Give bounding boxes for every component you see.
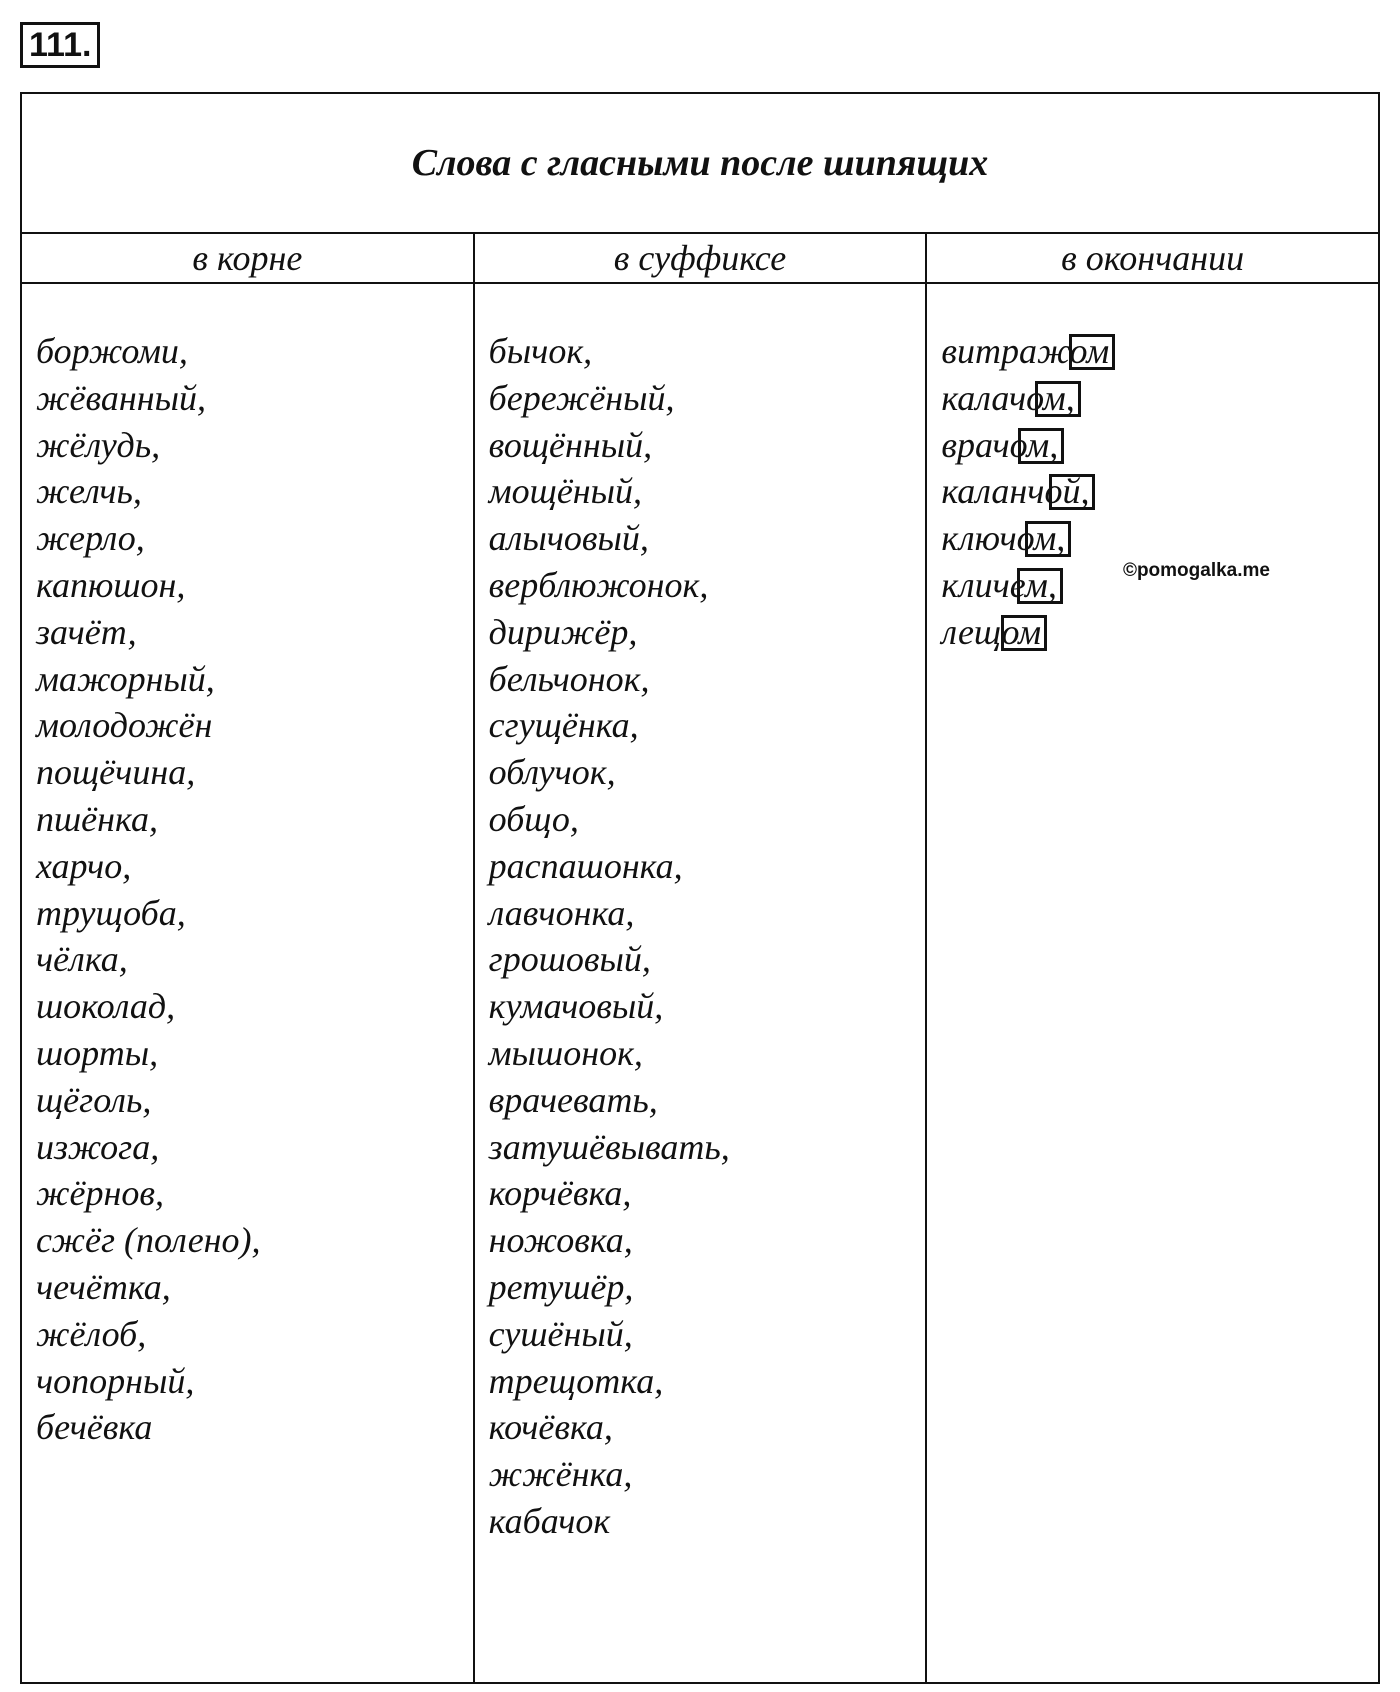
word-item: [489, 422, 926, 469]
word-text: лавчонка,: [488, 892, 635, 933]
word-text: кочёвка,: [488, 1407, 613, 1448]
word-item: [36, 422, 473, 469]
word-item: [489, 515, 926, 562]
word-text: затушёвывать,: [488, 1126, 730, 1167]
header-ending: в окончании: [925, 234, 1378, 282]
root-word-list: [36, 328, 473, 1451]
word-item: [489, 749, 926, 796]
words-table: [20, 92, 1380, 1684]
word-text: пшёнка,: [36, 798, 158, 839]
word-item: [36, 468, 473, 515]
word-item: [36, 1217, 473, 1264]
word-text: кабачок: [488, 1500, 611, 1541]
word-item: [489, 1451, 926, 1498]
column-ending: [925, 284, 1378, 1682]
column-suffix: [473, 284, 926, 1682]
word-text: калачом,: [941, 375, 1074, 422]
word-text: жжёнка,: [488, 1454, 633, 1495]
word-item: [489, 1124, 926, 1171]
word-item: [489, 936, 926, 983]
word-item: [941, 515, 1378, 562]
word-item: [489, 1077, 926, 1124]
word-text: сушёный,: [488, 1313, 633, 1354]
word-item: [36, 656, 473, 703]
word-text: мышонок,: [488, 1032, 643, 1073]
word-item: [489, 1498, 926, 1545]
table-title: Слова с гласными после шипящих: [22, 94, 1378, 234]
word-item: [36, 1170, 473, 1217]
word-item: [36, 515, 473, 562]
word-text: изжога,: [36, 1126, 160, 1167]
suffix-word-list: [489, 328, 926, 1545]
word-text: жёванный,: [36, 377, 206, 418]
word-text: мощёный,: [488, 471, 643, 512]
word-text: витражом: [941, 328, 1109, 375]
word-text: боржоми,: [36, 331, 188, 371]
word-item: [489, 890, 926, 937]
word-text: шорты,: [36, 1032, 159, 1073]
word-text: лещом: [941, 609, 1041, 656]
word-item: [489, 843, 926, 890]
word-item: [36, 1358, 473, 1405]
word-text: ключом,: [941, 515, 1065, 562]
word-item: [941, 328, 1378, 375]
word-text: чопорный,: [36, 1360, 195, 1401]
word-text: бечёвка: [36, 1407, 153, 1448]
word-text: верблюжонок,: [488, 564, 709, 605]
word-item: [489, 983, 926, 1030]
word-item: [489, 796, 926, 843]
word-text: харчо,: [36, 845, 132, 886]
word-text: распашонка,: [488, 845, 683, 886]
word-item: [36, 609, 473, 656]
word-text: капюшон,: [36, 564, 186, 605]
word-item: [941, 609, 1378, 656]
word-text: жерло,: [36, 518, 145, 559]
word-text: чёлка,: [36, 939, 128, 980]
word-item: [941, 422, 1378, 469]
word-item: [489, 1311, 926, 1358]
word-item: [36, 328, 473, 375]
word-item: [36, 1264, 473, 1311]
word-item: [489, 609, 926, 656]
word-item: [36, 375, 473, 422]
word-text: кличем,: [941, 562, 1057, 609]
word-item: [36, 749, 473, 796]
watermark: ©pomogalka.me: [1122, 560, 1270, 581]
word-text: шоколад,: [36, 986, 176, 1027]
word-text: пощёчина,: [36, 752, 196, 793]
word-item: [36, 1404, 473, 1451]
ending-word-list: [941, 328, 1378, 656]
word-text: дирижёр,: [488, 611, 638, 652]
word-item: [36, 1077, 473, 1124]
word-text: трещотка,: [488, 1360, 664, 1401]
column-root: [22, 284, 473, 1682]
word-text: жёрнов,: [36, 1173, 164, 1214]
body-row: [22, 284, 1378, 1682]
word-text: алычовый,: [488, 518, 649, 559]
word-text: жёлудь,: [36, 424, 161, 465]
word-text: щёголь,: [36, 1079, 152, 1120]
word-text: мажорный,: [36, 658, 215, 699]
word-text: зачёт,: [36, 611, 137, 652]
word-item: [489, 656, 926, 703]
word-item: [489, 562, 926, 609]
word-item: [489, 1404, 926, 1451]
header-suffix: в суффиксе: [473, 234, 926, 282]
word-text: молодожён: [36, 705, 213, 746]
word-text: трущоба,: [36, 892, 186, 933]
word-text: вощённый,: [488, 424, 653, 465]
word-text: каланчой,: [941, 468, 1089, 515]
word-item: [489, 468, 926, 515]
word-text: облучок,: [488, 752, 616, 793]
word-text: грошовый,: [488, 939, 651, 980]
word-text: бельчонок,: [488, 658, 650, 699]
word-item: [36, 983, 473, 1030]
word-item: [489, 1030, 926, 1077]
word-text: желчь,: [36, 471, 142, 512]
word-item: [36, 1030, 473, 1077]
word-text: бережёный,: [488, 377, 675, 418]
word-item: [489, 1170, 926, 1217]
word-text: сжёг (полено),: [36, 1220, 261, 1261]
word-text: ретушёр,: [488, 1266, 634, 1307]
word-item: [941, 468, 1378, 515]
word-item: [489, 375, 926, 422]
header-row: [22, 234, 1378, 284]
word-text: сгущёнка,: [488, 705, 639, 746]
exercise-number: 111.: [20, 22, 100, 68]
header-root: в корне: [192, 238, 303, 278]
word-item: [36, 796, 473, 843]
word-item: [36, 702, 473, 749]
word-text: жёлоб,: [36, 1313, 147, 1354]
word-text: кумачовый,: [488, 986, 664, 1027]
word-item: [489, 1358, 926, 1405]
word-item: [36, 1124, 473, 1171]
word-text: бычок,: [488, 331, 593, 371]
word-text: корчёвка,: [488, 1173, 632, 1214]
word-item: [36, 1311, 473, 1358]
word-item: [36, 936, 473, 983]
word-text: врачом,: [941, 422, 1058, 469]
word-item: [36, 843, 473, 890]
word-item: [941, 375, 1378, 422]
word-item: [36, 890, 473, 937]
word-text: ножовка,: [488, 1220, 633, 1261]
word-item: [489, 1264, 926, 1311]
word-item: [489, 328, 926, 375]
word-item: [489, 1217, 926, 1264]
word-text: общо,: [488, 798, 579, 839]
word-text: врачевать,: [488, 1079, 658, 1120]
word-item: [36, 562, 473, 609]
word-text: чечётка,: [36, 1266, 171, 1307]
word-item: [489, 702, 926, 749]
